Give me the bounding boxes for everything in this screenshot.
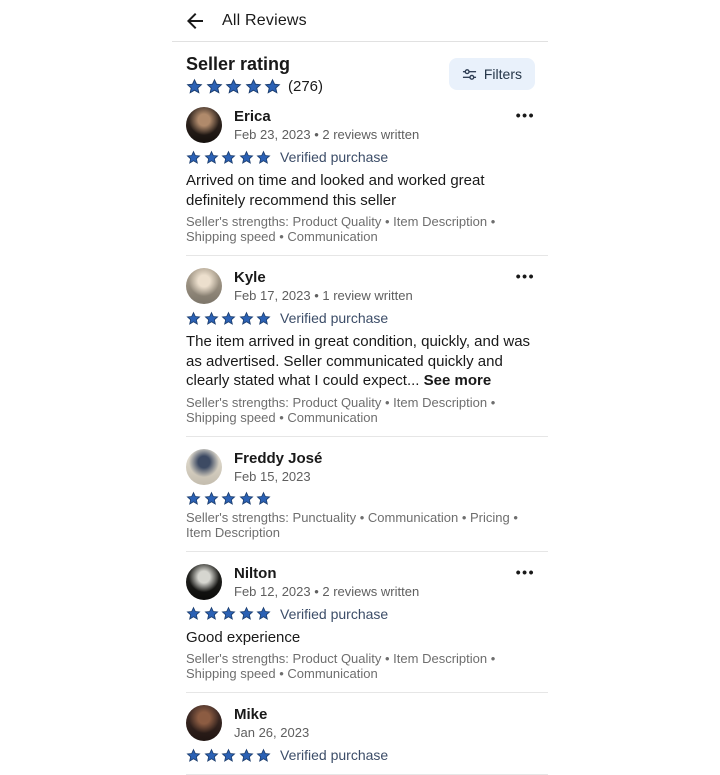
star-icon [204, 311, 219, 326]
star-icon [204, 748, 219, 763]
review-header [186, 705, 535, 741]
seller-rating-header [172, 42, 548, 95]
star-icon [239, 491, 254, 506]
review-text-body: The item arrived in great condition, quickly, and was as advertised. Seller communicated quickly and clearly stated what I could expect... [186, 333, 531, 389]
star-icon [239, 606, 254, 621]
review-date-meta: Feb 15, 2023 [234, 468, 311, 484]
review-text-body: Good experience [186, 628, 301, 646]
review-header [186, 564, 535, 600]
star-icon [239, 311, 254, 326]
star-icon [256, 150, 271, 165]
star-rating [186, 150, 271, 165]
reviewer-name: Freddy José [234, 449, 323, 467]
overflow-menu-button[interactable]: ••• [515, 107, 535, 123]
filters-button[interactable] [449, 58, 535, 90]
reviewer-name: Erica [234, 108, 271, 125]
seller-strengths: Seller's strengths: Product Quality • Item Description • Shipping speed • Communication [186, 651, 496, 681]
review-date-meta: Feb 17, 2023 • 1 review written [234, 288, 413, 303]
review-date-meta: Feb 23, 2023 • 2 reviews written [234, 127, 420, 142]
review-header [186, 268, 535, 304]
filters-button-label: Filters [483, 66, 522, 82]
back-arrow-icon [183, 9, 207, 33]
star-icon [221, 606, 236, 621]
reviewer-name: Mike [234, 706, 268, 723]
filter-sliders-icon [462, 67, 477, 82]
avatar [186, 449, 222, 485]
reviewer-name: Nilton [234, 564, 277, 582]
avatar [186, 107, 222, 143]
verified-purchase-badge: Verified purchase [280, 149, 389, 165]
review-card [186, 256, 535, 437]
review-text-body: Arrived on time and looked and worked great definitely recommend this seller [186, 172, 485, 209]
overflow-menu-button[interactable]: ••• [515, 563, 535, 580]
seller-strengths: Seller's strengths: Punctuality • Communication • Pricing • Item Description [186, 509, 518, 540]
star-icon [225, 78, 242, 95]
avatar [186, 564, 222, 600]
star-rating [186, 748, 271, 763]
review-text [186, 332, 535, 391]
review-card [186, 552, 535, 694]
star-icon [239, 748, 254, 763]
star-rating [186, 491, 271, 506]
review-card [186, 437, 535, 552]
review-header [186, 107, 535, 143]
star-icon [206, 78, 223, 95]
review-rating-row [186, 606, 535, 622]
avatar [186, 705, 222, 741]
seller-strengths: Seller's strengths: Product Quality • Item Description • Shipping speed • Communication [186, 394, 496, 425]
star-rating [186, 606, 271, 621]
seller-strengths: Seller's strengths: Product Quality • Item Description • Shipping speed • Communication [186, 214, 496, 244]
star-icon [256, 311, 271, 326]
overflow-menu-button[interactable]: ••• [515, 268, 535, 284]
star-icon [221, 311, 236, 326]
star-icon [221, 491, 236, 506]
review-header [186, 449, 535, 485]
review-count: (276) [288, 78, 324, 95]
verified-purchase-badge: Verified purchase [280, 605, 389, 622]
star-icon [186, 748, 201, 763]
top-bar [172, 0, 548, 41]
star-icon [204, 150, 219, 165]
star-icon [264, 78, 281, 95]
reviews-list [172, 95, 548, 775]
review-rating-row [186, 310, 535, 326]
review-rating-row [186, 149, 535, 165]
star-icon [204, 606, 219, 621]
review-card [186, 693, 535, 775]
back-button[interactable] [183, 9, 207, 33]
avatar [186, 268, 222, 304]
review-date-meta: Feb 12, 2023 • 2 reviews written [234, 583, 420, 599]
star-icon [256, 606, 271, 621]
star-icon [186, 606, 201, 621]
review-text [186, 628, 535, 648]
star-icon [245, 78, 262, 95]
reviewer-name: Kyle [234, 269, 266, 286]
star-icon [204, 491, 219, 506]
star-icon [186, 78, 203, 95]
review-rating-row [186, 747, 535, 763]
star-rating [186, 311, 271, 326]
see-more-link[interactable]: See more [423, 372, 492, 389]
review-card [186, 95, 535, 256]
star-icon [239, 150, 254, 165]
star-icon [221, 748, 236, 763]
review-text [186, 171, 535, 210]
page-title: All Reviews [222, 12, 307, 29]
star-icon [186, 491, 201, 506]
star-icon [186, 311, 201, 326]
verified-purchase-badge: Verified purchase [280, 310, 389, 326]
review-date-meta: Jan 26, 2023 [234, 725, 310, 740]
star-icon [256, 491, 271, 506]
star-rating [186, 78, 281, 95]
star-icon [221, 150, 236, 165]
verified-purchase-badge: Verified purchase [280, 747, 389, 763]
star-icon [186, 150, 201, 165]
star-icon [256, 748, 271, 763]
section-title: Seller rating [186, 54, 291, 74]
overall-rating-row [186, 78, 323, 95]
review-rating-row [186, 491, 535, 506]
